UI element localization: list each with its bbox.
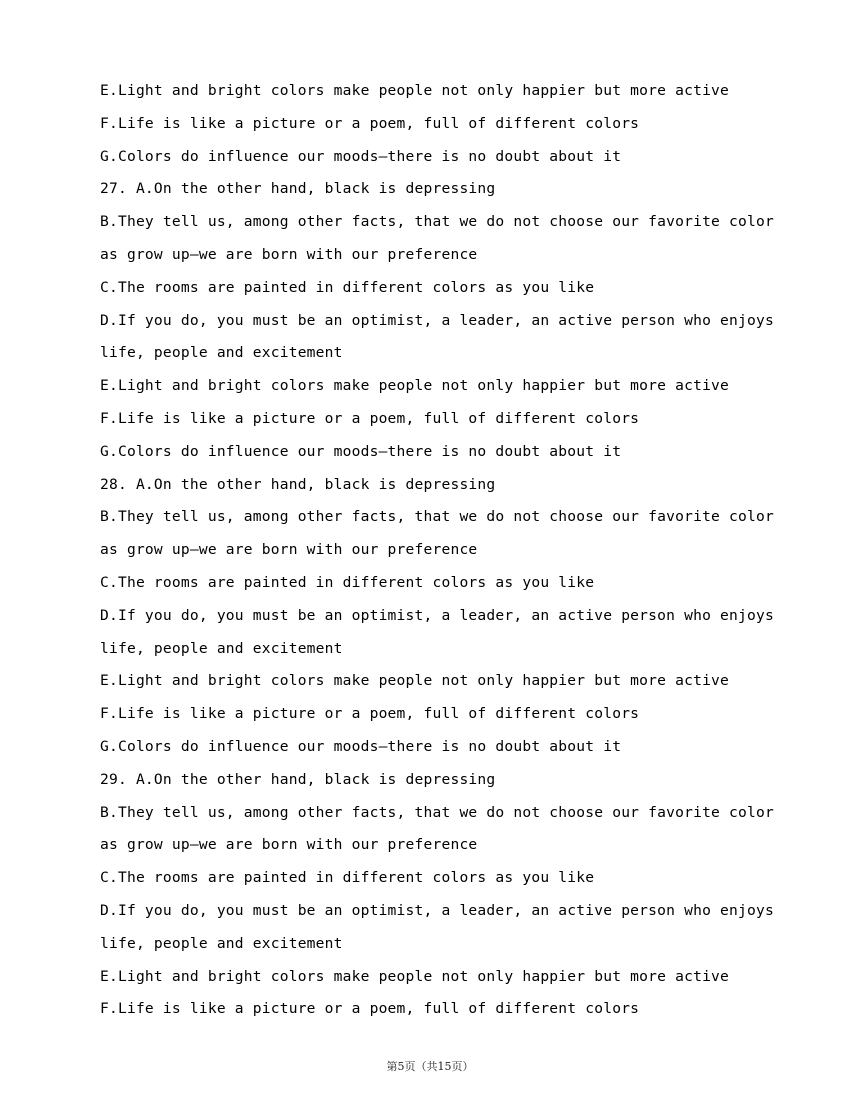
text-line: F.Life is like a picture or a poem, full of different colors [100, 1000, 640, 1018]
question-29-option-a: 29. A.On the other hand, black is depressing [100, 770, 496, 788]
text-line: G.Colors do influence our moods—there is no doubt about it [100, 442, 622, 460]
text-line: as grow up—we are born with our preference [100, 541, 478, 559]
text-line: B.They tell us, among other facts, that we do not choose our favorite color [100, 213, 774, 231]
text-line: E.Light and bright colors make people not only happier but more active [100, 82, 730, 99]
question-28-option-a: 28. A.On the other hand, black is depressing [100, 475, 496, 493]
text-line: G.Colors do influence our moods—there is no doubt about it [100, 147, 622, 165]
text-line: F.Life is like a picture or a poem, full of different colors [100, 114, 640, 132]
text-line: E.Light and bright colors make people not only happier but more active [100, 672, 730, 690]
text-line: E.Light and bright colors make people not only happier but more active [100, 967, 730, 985]
text-line: C.The rooms are painted in different colors as you like [100, 869, 595, 887]
text-line: B.They tell us, among other facts, that we do not choose our favorite color [100, 803, 774, 821]
text-line: life, people and excitement [100, 344, 343, 362]
page-footer: 第5页（共15页） [386, 1060, 474, 1073]
text-line: as grow up—we are born with our preference [100, 836, 478, 854]
text-line: F.Life is like a picture or a poem, full of different colors [100, 705, 640, 723]
text-line: E.Light and bright colors make people not only happier but more active [100, 377, 730, 395]
document-body [100, 75, 774, 1026]
text-line: D.If you do, you must be an optimist, a leader, an active person who enjoys [100, 311, 774, 329]
text-line: C.The rooms are painted in different colors as you like [100, 573, 595, 591]
text-line: D.If you do, you must be an optimist, a leader, an active person who enjoys [100, 901, 774, 919]
text-line: life, people and excitement [100, 639, 343, 657]
question-27-option-a: 27. A.On the other hand, black is depressing [100, 180, 496, 198]
text-line: F.Life is like a picture or a poem, full of different colors [100, 409, 640, 427]
text-line: as grow up—we are born with our preference [100, 245, 478, 263]
text-line: C.The rooms are painted in different colors as you like [100, 278, 595, 296]
text-line: D.If you do, you must be an optimist, a leader, an active person who enjoys [100, 606, 774, 624]
text-line: B.They tell us, among other facts, that we do not choose our favorite color [100, 508, 774, 526]
text-line: G.Colors do influence our moods—there is no doubt about it [100, 737, 622, 755]
text-line: life, people and excitement [100, 934, 343, 952]
